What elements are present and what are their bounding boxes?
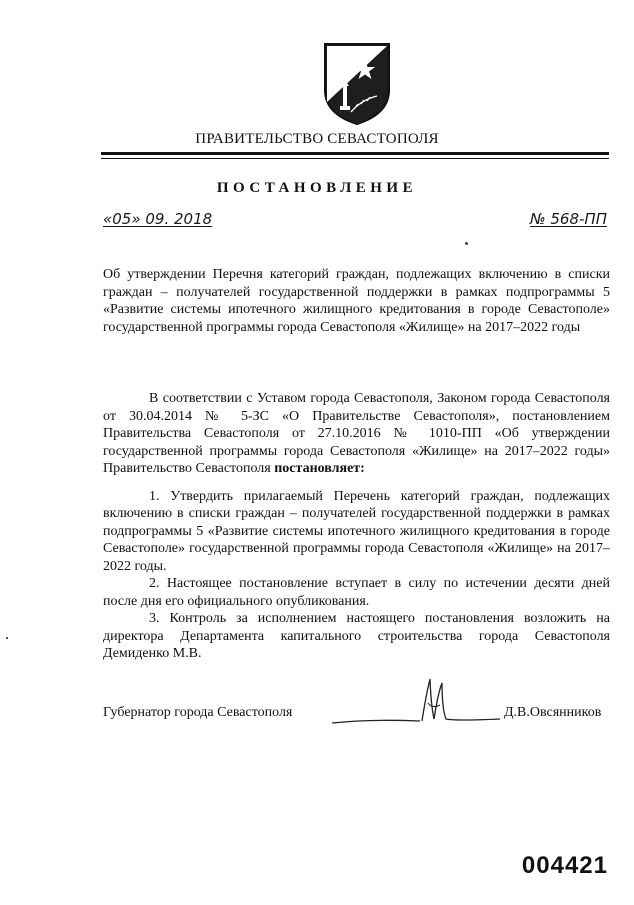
document-body bbox=[103, 390, 610, 663]
header-rule-thin bbox=[101, 158, 609, 159]
organization-name: ПРАВИТЕЛЬСТВО СЕВАСТОПОЛЯ bbox=[195, 131, 439, 147]
document-date: «05» 09. 2018 bbox=[103, 210, 213, 228]
registration-number: 004421 bbox=[521, 852, 608, 879]
list-item: 3. Контроль за исполнением настоящего постановления возложить на директора Департамента капитального строительства города Севастополя Демиденко М.В. bbox=[103, 611, 610, 661]
signatory-name: Д.В.Овсянников bbox=[504, 705, 602, 720]
signatory-position: Губернатор города Севастополя bbox=[103, 705, 293, 720]
document-type-heading: ПОСТАНОВЛЕНИЕ bbox=[216, 180, 418, 196]
handwritten-signature bbox=[330, 675, 505, 735]
ink-mark bbox=[465, 242, 468, 245]
header-rule-thick bbox=[101, 152, 609, 155]
list-item: 2. Настоящее постановление вступает в силу по истечении десяти дней после дня его официального опубликования. bbox=[103, 576, 610, 609]
document-title-text: Об утверждении Перечня категорий граждан, подлежащих включению в списки граждан – получателей государственной поддержки в рамках подпрограммы 5 «Развитие системы ипотечного жилищного кредитования в городе Севастополе» государственной программы города Севастополя «Жилище» на 2017–2022 годы bbox=[103, 267, 610, 335]
scan-speck bbox=[6, 637, 8, 639]
decision-word: постановляет: bbox=[274, 461, 365, 476]
preamble-paragraph bbox=[103, 390, 610, 478]
document-title bbox=[103, 266, 610, 336]
preamble-text: В соответствии с Уставом города Севастополя, Законом города Севастополя от 30.04.2014 № 5-ЗС «О Правительстве Севастополя», постановлением Правительства Севастополя от 27.10.2016 № 1010-ПП «Об утверждении государственной программы города Севастополя «Жилище» на 2017–2022 годы» Правительство Севастополя bbox=[103, 391, 610, 476]
coat-of-arms-emblem bbox=[321, 40, 393, 126]
document-number: № 568-ПП bbox=[530, 210, 607, 228]
list-item: 1. Утвердить прилагаемый Перечень категорий граждан, подлежащих включению в списки граждан – получателей государственной поддержки в рамках подпрограммы 5 «Развитие системы ипотечного жилищного кредитования в городе Севастополе» государственной программы города Севастополя «Жилище» на 2017–2022 годы. bbox=[103, 488, 610, 574]
